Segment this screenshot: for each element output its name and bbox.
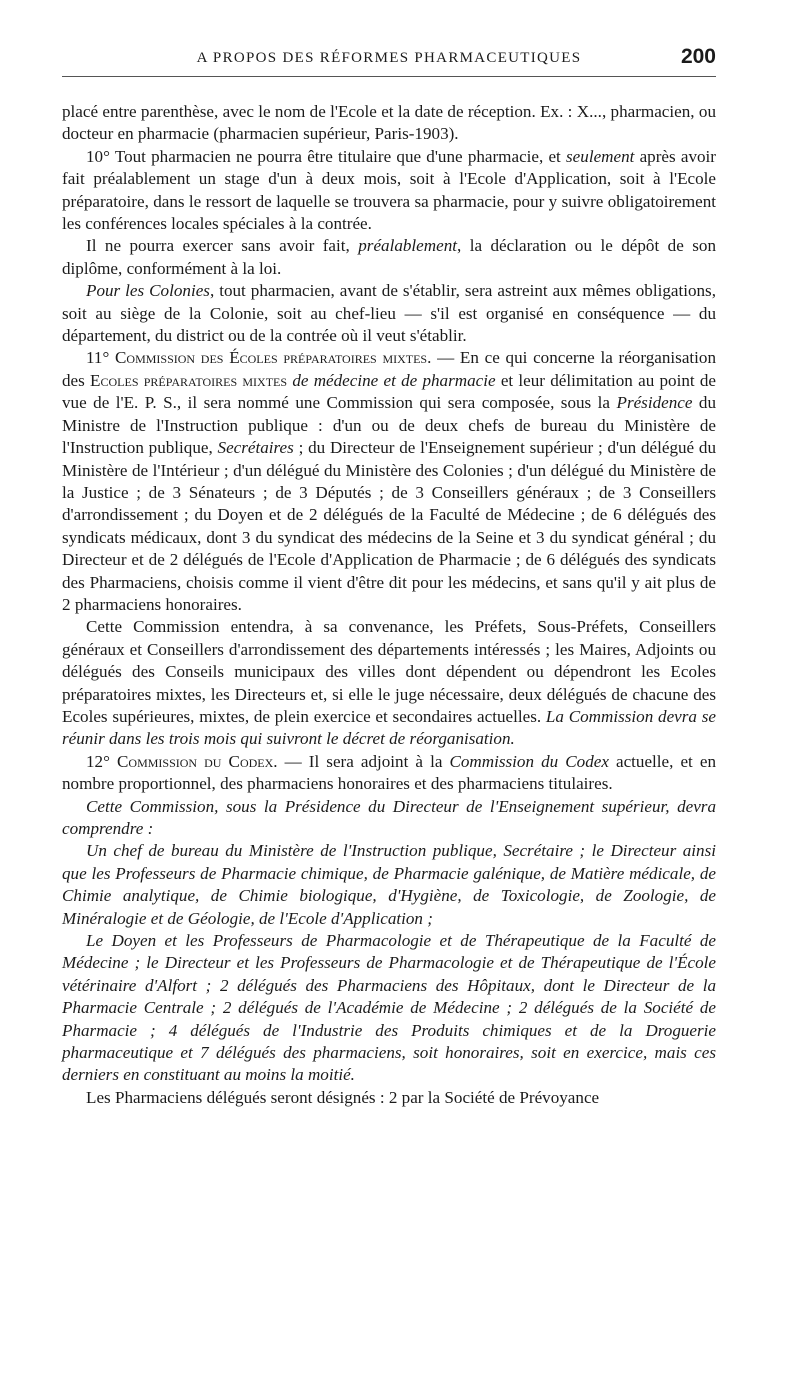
paragraph [62,930,716,1087]
text-run: ; du Directeur de l'Enseignement supérieur ; d'un délégué du Ministère de l'Intérieur ; d'un délégué du Ministère des Colonies ; d'un délégué du Ministère de la Justice ; de 3 Sénateurs ; de 3 Députés ; de 3 Conseillers généraux ; de 3 Conseillers d'arrondissement ; du Doyen et de 2 délégués de la Faculté de Médecine ; de 6 délégués des syndicats médicaux, dont 3 du syndicat des médecins de la Seine et 3 du syndicat général ; du Directeur et de 2 délégués de l'Ecole d'Application de Pharmacie ; de 6 délégués des syndicats des Pharmaciens, choisis comme il vient d'être dit pour les médecins, et sans qu'il y ait plus de 2 pharmaciens honoraires. [62,438,716,614]
paragraph [62,616,716,750]
text-run: et leur délimitation au point de vue de l'E. P. S., il sera nommé une Commission qui sera composée, sous la [62,370,717,413]
section-heading: Ecoles préparatoires mixtes [90,370,288,390]
paragraph [62,751,716,796]
paragraph [62,840,716,930]
text-run: du Ministre de l'Instruction publique : d'un ou de deux chefs de bureau du Ministère de l'Instruction publique, [62,393,717,458]
italic-text: Cette Commission, sous la Présidence du Directeur de l'Enseignement supérieur, devra comprendre : [62,796,716,838]
text-run: Les Pharmaciens délégués seront désignés : 2 par la Société de Prévoyance [86,1087,600,1107]
text-run: 11° [86,348,116,368]
italic-text: Pour les Colonies [86,281,210,301]
body-text [62,101,716,1109]
italic-text: Présidence [616,393,693,413]
text-run: actuelle, et en nombre proportionnel, des pharmaciens honoraires et des pharmaciens titulaires. [62,751,717,794]
text-run: placé entre parenthèse, avec le nom de l'Ecole et la date de réception. Ex. : X..., pharmacien, ou docteur en pharmacie (pharmacien supérieur, Paris-1903). [62,102,716,144]
text-run: 12° [86,751,117,771]
text-run: , tout pharmacien, avant de s'établir, sera astreint aux mêmes obligations, soit au siège de la Colonie, soit au chef-lieu — s'il est organisé en conséquence — du département, du district ou de la contrée où il veut s'établir. [62,281,716,346]
text-run: . — Il sera adjoint à la [273,751,450,771]
italic-text: Commission du Codex [449,751,609,771]
text-run: Il ne pourra exercer sans avoir fait, [86,236,359,256]
italic-text: préalablement [358,236,457,256]
paragraph [62,235,716,280]
italic-text: seulement [566,146,635,166]
text-run: 10° Tout pharmacien ne pourra être titulaire que d'une pharmacie, et [86,146,567,166]
text-run: . — En ce qui concerne la réorganisation des [62,348,716,390]
italic-text: de médecine et de pharmacie [292,370,496,390]
italic-text: La Commission devra se réunir dans les trois mois qui suivront le décret de réorganisation. [62,706,716,749]
italic-text: Le Doyen et les Professeurs de Pharmacologie et de Thérapeutique de la Faculté de Médecine ; le Directeur et les Professeurs de Pharmacologie et de Thérapeutique de l'École vétérinaire d'Alfort ; 2 délégués des Pharmaciens des Hôpitaux, dont le Directeur de la Pharmacie Centrale ; 2 délégués de l'Académie de Médecine ; 2 délégués de la Société de Pharmacie ; 4 délégués de l'Industrie des Produits chimiques et de la Droguerie pharmaceutique et 7 délégués des pharmaciens, soit honoraires, soit en exercice, mais ces derniers en constituant au moins la moitié. [62,931,716,1085]
section-heading: Commission des Écoles préparatoires mixtes [115,348,428,368]
paragraph [62,1087,716,1109]
text-run: Cette Commission entendra, à sa convenance, les Préfets, Sous-Préfets, Conseillers généraux et Conseillers d'arrondissement des départements intéressés ; les Maires, Adjoints ou délégués des Conseils municipaux des villes dont dépendent ou dépendront les Ecoles préparatoires mixtes, les Directeurs et, si elle le juge nécessaire, deux délégués de chacune des Ecoles supérieures, mixtes, de plein exercice et secondaires actuelles. [62,617,716,726]
section-heading: Commission du Codex [117,751,274,771]
document-page [62,46,716,1109]
paragraph [62,280,716,347]
italic-text: Un chef de bureau du Ministère de l'Instruction publique, Secrétaire ; le Directeur ainsi que les Professeurs de Pharmacie chimique, de Pharmacie galénique, de Matière médicale, de Chimie analytique, de Chimie biologique, d'Hygiène, de Toxicologie, de Zoologie, de Minéralogie et de Géologie, de l'Ecole d'Application ; [62,841,716,928]
italic-text: Secrétaires [217,438,294,458]
page-number: 200 [680,45,716,68]
paragraph [62,347,716,616]
text-run: , la déclaration ou le dépôt de son diplôme, conformément à la loi. [62,236,716,278]
paragraph [62,796,716,841]
text-run: après avoir fait préalablement un stage d'un à deux mois, soit à l'Ecole d'Application, soit à l'Ecole préparatoire, dans le ressort de laquelle se trouvera sa pharmacie, pour y suivre obligatoirement les conférences locales spéciales à la contrée. [62,146,716,234]
paragraph [62,101,716,146]
running-title: A PROPOS DES RÉFORMES PHARMACEUTIQUES [196,50,582,66]
page-header [62,46,716,77]
paragraph [62,146,716,236]
